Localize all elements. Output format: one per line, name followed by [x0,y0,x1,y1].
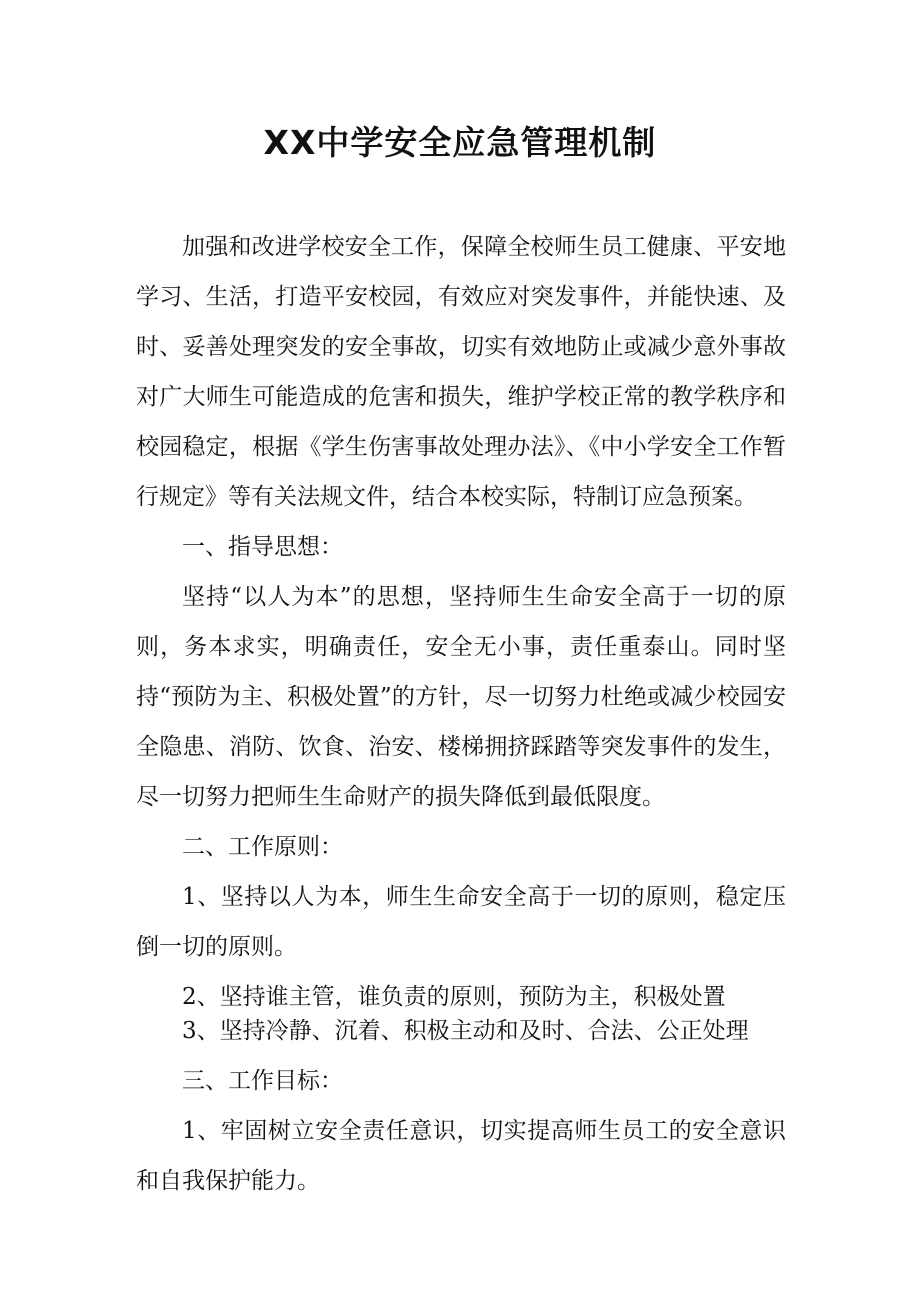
principle-item-3: 3、坚持冷静、沉着、积极主动和及时、合法、公正处理 [182,1018,749,1044]
goal-item-1: 1、牢固树立安全责任意识，切实提高师生员工的安全意识和自我保护能力。 [136,1118,786,1194]
section-heading-work-principles: 二、工作原则： [182,834,343,860]
section-heading-guiding-ideology: 一、指导思想： [182,534,343,560]
principle-item-1: 1、坚持以人为本，师生生命安全高于一切的原则，稳定压倒一切的原则。 [136,884,786,960]
document-title: XX中学安全应急管理机制 [263,123,657,162]
principle-item-2: 2、坚持谁主管，谁负责的原则，预防为主，积极处置 [182,984,726,1010]
intro-paragraph: 加强和改进学校安全工作，保障全校师生员工健康、平安地学习、生活，打造平安校园，有效应对突发事件，并能快速、及时、妥善处理突发的安全事故，切实有效地防止或减少意外事故对广大师生可能造成的危害和损失，维护学校正常的教学秩序和校园稳定，根据《学生伤害事故处理办法》、《中小学安全工作暂行规定》等有关法规文件，结合本校实际，特制订应急预案。 [136,234,786,510]
section-heading-work-goals: 三、工作目标： [182,1068,343,1094]
document-body [136,222,786,1206]
guiding-ideology-paragraph: 坚持“以人为本”的思想，坚持师生生命安全高于一切的原则，务本求实，明确责任，安全无小事，责任重泰山。同时坚持“预防为主、积极处置”的方针，尽一切努力杜绝或减少校园安全隐患、消防、饮食、治安、楼梯拥挤踩踏等突发事件的发生，尽一切努力把师生生命财产的损失降低到最低限度。 [136,584,786,810]
